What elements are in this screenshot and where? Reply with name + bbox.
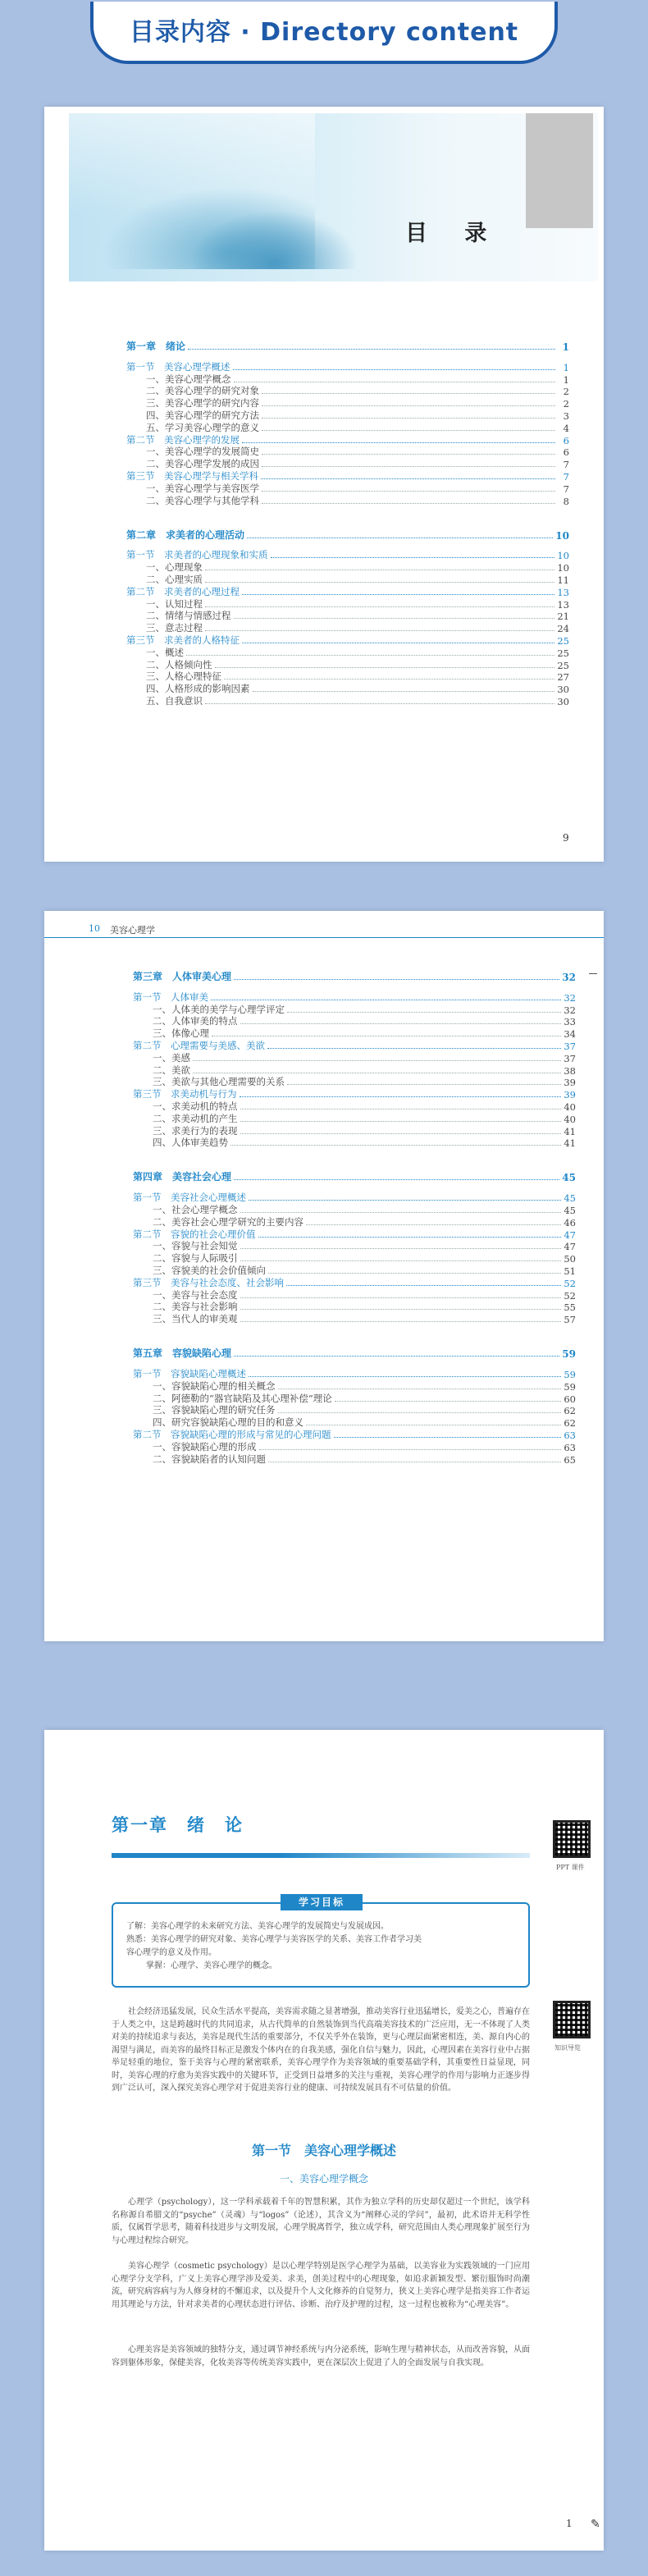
toc-leader-dots — [262, 454, 555, 455]
toc-entry-page: 25 — [557, 634, 569, 647]
toc-entry-page: 52 — [564, 1277, 576, 1289]
toc-entry-label: 三、容貌美的社会价值倾向 — [153, 1264, 266, 1276]
toc-chapter[interactable] — [126, 336, 569, 353]
toc-entry-label: 二、人格倾向性 — [146, 658, 212, 670]
toc-leader-dots — [240, 1309, 562, 1310]
toc-entry-page: 33 — [564, 1016, 576, 1028]
body-paragraph: 心理学（psychology），这一学科承载着千年的智慧积累，其作为独立学科的历史却仅超过一个世纪，该学科名称源自希腊文的“psyche”（灵魂）与“logos”（论述），其含义为“阐释心灵的学问”，最初，此术语并无科学性质，仅属哲学思考，随着科技进步与文明发展，心理学脱离哲学，独立成学科，研究范围由人类心理现象扩展至行为与心理过程综合研究。 — [112, 2198, 530, 2245]
toc-entry-page: 51 — [564, 1265, 576, 1277]
toc-entry-label: 二、容貌与人际吸引 — [153, 1252, 238, 1265]
toc-entry-page: 45 — [564, 1204, 576, 1216]
toc-leader-dots — [306, 1224, 561, 1225]
toc-entry-label: 一、容貌缺陷心理的形成 — [153, 1440, 257, 1453]
toc-item[interactable] — [126, 561, 569, 574]
learning-goals-label: 学习目标 — [281, 1894, 363, 1910]
toc-entry-page: 38 — [564, 1064, 576, 1077]
toc-section[interactable] — [133, 1429, 576, 1441]
chapter-title-bar — [112, 1853, 530, 1858]
body-paragraph: 美容心理学（cosmetic psychology）是以心理学特别是医学心理学为基础，以美容业为实践领域的一门应用心理学分支学科，广义上美容心理学涉及爱美、求美，创美过程中的心理现象，如追求新颖发型、繁衍服饰时尚潮流，研究病容病与为人修身材的不懈追求，以及提升个人文化修养的自觉努力，狭义上美容心理学是指美容工作者运用其理论与方法，针对求美者的心理状态进行评估、诊断、治疗及护理的过程，这一过程也被称为“心理美容”。 — [112, 2262, 530, 2309]
toc-entry-page: 45 — [564, 1192, 576, 1205]
toc-item[interactable] — [133, 1004, 576, 1016]
toc-entry-page: 37 — [564, 1052, 576, 1064]
toc-section[interactable] — [133, 1368, 576, 1380]
toc-entry-page: 13 — [557, 598, 569, 611]
toc-item[interactable] — [133, 1302, 576, 1314]
qr-code-icon[interactable] — [553, 1820, 591, 1858]
toc-heading: 目 录 — [405, 221, 502, 246]
toc-entry-label: 一、美感 — [153, 1051, 190, 1064]
toc-item[interactable] — [126, 458, 569, 470]
toc-entry-page: 7 — [563, 459, 569, 471]
toc-chapter[interactable] — [133, 1343, 576, 1360]
toc-entry-page: 8 — [563, 495, 569, 507]
toc-leader-dots — [240, 1321, 562, 1322]
toc-entry-label: 第二节 容貌缺陷心理的形成与常见的心理问题 — [133, 1428, 331, 1440]
toc-item[interactable] — [133, 1380, 576, 1393]
toc-leader-dots — [234, 1179, 559, 1180]
toc-entry-page: 50 — [564, 1253, 576, 1265]
toc-entry-page: 11 — [557, 574, 569, 586]
toc-entry-label: 一、容貌与社会知觉 — [153, 1240, 238, 1252]
toc-item[interactable] — [126, 446, 569, 459]
toc-item[interactable] — [133, 1077, 576, 1089]
toc-entry-label: 一、美容与社会态度 — [153, 1288, 238, 1301]
toc-entry-label: 第二节 美容心理学的发展 — [126, 433, 240, 446]
intro-paragraph: 社会经济迅猛发展，民众生活水平提高，美容需求随之显著增强，推动美容行业迅猛增长，爱美之心，普遍存在于人类之中，这是跨越时代的共同追求，从古代简单的自然装饰到当代高端美容技术的广泛应用，无一不体现了人类对美的持续追求与表达，美容是现代生活的重要部分，不仅关乎外在装饰，更与心理层面紧密相连，美、源自内心的渴望与满足，而美容的最终目标正是激发个体内在的自我美感，强化自信与魅力，因此，心理因素在美容行业中占据举足轻重的地位，鉴于美容与心理的紧密联系，美容心理学作为美容领域的重要基础学科，其重要性日益显现，同时，美容心理的疗愈为美容实践中的关键环节，正受到日益增多的关注与重视，美容心理学的作用与影响力正逐步得到广泛认可，深入探究美容心理学对于促进美容行业的健康、可持续发展具有不可估量的价值。 — [112, 2007, 530, 2093]
toc-entry-page: 25 — [557, 647, 569, 659]
toc-chapter[interactable] — [133, 967, 576, 983]
toc-entry-label: 二、情绪与情感过程 — [146, 610, 231, 622]
toc-item[interactable] — [126, 574, 569, 586]
toc-page-2 — [44, 911, 604, 1641]
toc-entry-page: 65 — [564, 1453, 576, 1466]
toc-entry-label: 二、美容心理学与其他学科 — [146, 494, 259, 506]
toc-entry-label: 一、认知过程 — [146, 597, 203, 610]
toc-leader-dots — [193, 1060, 561, 1061]
toc-entry-page: 37 — [564, 1040, 576, 1052]
toc-item[interactable] — [126, 611, 569, 623]
banner-title: 目录内容 · Directory content — [129, 18, 519, 47]
toc-entry-label: 三、美欲与其他心理需要的关系 — [153, 1076, 285, 1088]
goal-line: 掌握：心理学、美容心理学的概念。 — [146, 1961, 277, 1970]
toc-leader-dots — [262, 418, 555, 419]
toc-entry-label: 二、美容心理学发展的成因 — [146, 458, 259, 470]
toc-entry-page: 47 — [564, 1241, 576, 1253]
toc-entry-page: 32 — [564, 991, 576, 1004]
toc-entry-page: 32 — [562, 972, 576, 983]
toc-entry-page: 24 — [557, 623, 569, 635]
toc-entry-label: 第四章 美容社会心理 — [133, 1171, 232, 1183]
toc-entry-label: 第三节 美容心理学与相关学科 — [126, 469, 258, 482]
toc-item[interactable] — [133, 1113, 576, 1125]
toc-leader-dots — [188, 349, 555, 350]
toc-entry-page: 59 — [564, 1368, 576, 1380]
qr-caption: 知识导览 — [554, 2044, 581, 2052]
toc-entry-page: 10 — [557, 550, 569, 562]
toc-leader-dots — [240, 1297, 562, 1298]
toc-entry-page: 41 — [564, 1137, 576, 1150]
toc-item[interactable] — [133, 1252, 576, 1265]
toc-entry-page: 3 — [563, 410, 569, 422]
toc-entry-label: 二、美容与社会影响 — [153, 1301, 238, 1313]
toc-leader-dots — [334, 1437, 562, 1438]
toc-entry-page: 59 — [562, 1348, 576, 1361]
toc-leader-dots — [240, 1096, 562, 1097]
section-title: 第一节 美容心理学概述 — [251, 2143, 396, 2158]
toc-entry-page: 46 — [564, 1216, 576, 1229]
toc-leader-dots — [259, 1449, 562, 1450]
toc-item[interactable] — [133, 1137, 576, 1150]
toc-entry-page: 59 — [564, 1380, 576, 1393]
toc-leader-dots — [268, 1273, 561, 1274]
toc-entry-label: 第二节 心理需要与美感、美欲 — [133, 1039, 265, 1051]
toc-list — [126, 336, 569, 707]
toc-entry-label: 四、人格形成的影响因素 — [146, 683, 250, 695]
toc-entry-page: 13 — [557, 586, 569, 598]
toc-entry-page: 25 — [557, 659, 569, 671]
toc-item[interactable] — [126, 671, 569, 684]
toc-leader-dots — [240, 1212, 562, 1213]
toc-entry-label: 第一节 美容心理学概述 — [126, 360, 230, 373]
toc-entry-page: 63 — [564, 1429, 576, 1441]
toc-entry-label: 一、社会心理学概念 — [153, 1203, 238, 1215]
toc-leader-dots — [271, 557, 555, 558]
toc-entry-page: 60 — [564, 1393, 576, 1405]
toc-leader-dots — [253, 691, 555, 692]
toc-entry-page: 10 — [555, 529, 569, 542]
toc-entry-label: 一、美容心理学的发展简史 — [146, 446, 259, 458]
toc-leader-dots — [230, 1145, 561, 1146]
toc-entry-page: 63 — [564, 1441, 576, 1453]
toc-item[interactable] — [126, 659, 569, 671]
toc-entry-page: 21 — [557, 611, 569, 623]
toc-leader-dots — [240, 1248, 562, 1249]
toc-item[interactable] — [126, 695, 569, 707]
toc-leader-dots — [267, 1048, 561, 1049]
toc-leader-dots — [205, 703, 554, 704]
toc-leader-dots — [234, 1356, 559, 1357]
toc-entry-page: 2 — [563, 386, 569, 398]
toc-item[interactable] — [133, 1064, 576, 1077]
toc-entry-label: 五、学习美容心理学的意义 — [146, 421, 259, 433]
toc-section[interactable] — [133, 1277, 576, 1289]
toc-item[interactable] — [133, 1100, 576, 1113]
toc-leader-dots — [186, 655, 554, 656]
toc-entry-page: 7 — [563, 470, 569, 483]
toc-leader-dots — [215, 667, 555, 668]
toc-entry-page: 34 — [564, 1028, 576, 1041]
toc-item[interactable] — [133, 1125, 576, 1137]
toc-section[interactable] — [133, 1229, 576, 1241]
toc-section[interactable] — [126, 434, 569, 446]
toc-entry-label: 五、自我意识 — [146, 694, 203, 707]
toc-leader-dots — [262, 405, 555, 406]
toc-leader-dots — [242, 594, 554, 595]
toc-leader-dots — [258, 1237, 562, 1238]
toc-entry-label: 三、求美行为的表现 — [153, 1124, 238, 1137]
toc-entry-label: 二、心理实质 — [146, 573, 203, 585]
toc-leader-dots — [262, 430, 555, 431]
toc-item[interactable] — [133, 1405, 576, 1417]
toc-entry-label: 三、体像心理 — [153, 1027, 209, 1040]
toc-entry-page: 55 — [564, 1302, 576, 1314]
toc-item[interactable] — [126, 683, 569, 695]
toc-chapter[interactable] — [133, 1167, 576, 1183]
toc-entry-label: 二、人体审美的特点 — [153, 1015, 238, 1027]
toc-section[interactable] — [126, 634, 569, 647]
toc-entry-page: 57 — [564, 1314, 576, 1326]
toc-leader-dots — [249, 1376, 561, 1377]
toc-entry-page: 40 — [564, 1113, 576, 1125]
toc-leader-dots — [249, 1200, 561, 1201]
toc-entry-label: 第二节 求美者的心理过程 — [126, 585, 240, 597]
toc-item[interactable] — [133, 1052, 576, 1064]
toc-entry-label: 四、美容心理学的研究方法 — [146, 409, 259, 421]
toc-section[interactable] — [133, 1040, 576, 1052]
toc-leader-dots — [335, 1401, 562, 1402]
toc-item[interactable] — [133, 1241, 576, 1253]
toc-section[interactable] — [126, 361, 569, 373]
toc-section[interactable] — [133, 1088, 576, 1100]
toc-list — [133, 967, 576, 1466]
toc-entry-page: 6 — [563, 446, 569, 459]
toc-leader-dots — [240, 1023, 562, 1024]
toc-item[interactable] — [133, 1027, 576, 1040]
toc-entry-page: 41 — [564, 1125, 576, 1137]
goal-line: 熟悉：美容心理学的研究对象、美容心理学与美容医学的关系、美容工作者学习美 — [126, 1935, 422, 1944]
toc-item[interactable] — [126, 495, 569, 507]
toc-entry-page: 32 — [564, 1004, 576, 1016]
toc-entry-label: 第一节 求美者的心理现象和实质 — [126, 549, 268, 561]
toc-section[interactable] — [133, 1192, 576, 1204]
toc-entry-label: 四、研究容貌缺陷心理的目的和意义 — [153, 1416, 303, 1429]
toc-item[interactable] — [126, 598, 569, 611]
qr-caption: PPT 课件 — [556, 1864, 585, 1871]
toc-entry-page: 39 — [564, 1089, 576, 1101]
toc-section[interactable] — [126, 550, 569, 562]
toc-entry-label: 一、心理现象 — [146, 561, 203, 574]
toc-item[interactable] — [133, 1313, 576, 1325]
toc-entry-page: 45 — [562, 1172, 576, 1184]
toc-item[interactable] — [133, 1216, 576, 1229]
toc-section[interactable] — [126, 586, 569, 598]
toc-item[interactable] — [126, 483, 569, 495]
toc-item[interactable] — [126, 647, 569, 659]
page-number: 1 — [566, 2518, 573, 2529]
toc-entry-page: 52 — [564, 1289, 576, 1302]
toc-item[interactable] — [133, 1204, 576, 1216]
toc-leader-dots — [262, 491, 555, 492]
mountain-shape — [192, 212, 356, 269]
running-header-title: 美容心理学 — [110, 925, 155, 936]
toc-item[interactable] — [126, 373, 569, 386]
toc-item[interactable] — [133, 1441, 576, 1453]
toc-leader-dots — [205, 630, 554, 631]
toc-leader-dots — [262, 393, 555, 394]
qr-code-icon[interactable] — [553, 2001, 591, 2038]
toc-entry-page: 30 — [557, 684, 569, 696]
header-rule — [44, 937, 604, 938]
toc-section[interactable] — [126, 470, 569, 483]
toc-entry-label: 第三节 求美动机与行为 — [133, 1088, 237, 1100]
pen-icon: ✎ — [591, 2518, 600, 2531]
toc-entry-label: 第三节 美容与社会态度、社会影响 — [133, 1276, 284, 1288]
toc-item[interactable] — [126, 386, 569, 398]
toc-entry-label: 第一节 美容社会心理概述 — [133, 1192, 246, 1204]
toc-entry-page: 27 — [557, 671, 569, 684]
toc-entry-page: 30 — [557, 695, 569, 707]
toc-entry-label: 二、求美动机的产生 — [153, 1112, 238, 1124]
decorative-block — [526, 113, 593, 228]
toc-entry-page: 6 — [563, 434, 569, 446]
toc-item[interactable] — [126, 397, 569, 410]
toc-item[interactable] — [126, 410, 569, 422]
toc-leader-dots — [234, 618, 555, 619]
toc-leader-dots — [240, 1109, 562, 1110]
toc-entry-label: 一、概述 — [146, 646, 184, 658]
toc-item[interactable] — [126, 422, 569, 434]
toc-page-1 — [44, 107, 604, 862]
toc-entry-label: 第一节 人体审美 — [133, 991, 208, 1003]
toc-leader-dots — [286, 1285, 561, 1286]
toc-entry-label: 第一节 容貌缺陷心理概述 — [133, 1367, 246, 1380]
toc-item[interactable] — [133, 1016, 576, 1028]
toc-entry-label: 一、美容心理学概念 — [146, 373, 231, 385]
toc-entry-page: 62 — [564, 1405, 576, 1417]
toc-entry-label: 第五章 容貌缺陷心理 — [133, 1347, 232, 1360]
goal-line: 了解：美容心理学的未来研究方法、美容心理学的发展简史与发展成因。 — [126, 1922, 389, 1931]
toc-section[interactable] — [133, 991, 576, 1004]
toc-leader-dots — [240, 1133, 562, 1134]
toc-item[interactable] — [133, 1416, 576, 1429]
toc-entry-label: 第二节 容貌的社会心理价值 — [133, 1228, 256, 1240]
chapter-page — [44, 1730, 604, 2551]
toc-chapter[interactable] — [126, 525, 569, 542]
learning-goals-text — [126, 1920, 520, 1973]
toc-entry-label: 三、容貌缺陷心理的研究任务 — [153, 1404, 276, 1416]
landscape-illustration — [69, 113, 598, 281]
toc-entry-label: 三、人格心理特征 — [146, 670, 221, 683]
toc-item[interactable] — [133, 1289, 576, 1302]
running-header-page-number: 10 — [89, 923, 100, 934]
header-banner — [0, 0, 648, 71]
toc-entry-label: 一、人体美的美学与心理学评定 — [153, 1003, 285, 1015]
chapter-title: 第一章 绪 论 — [112, 1814, 244, 1835]
toc-leader-dots — [287, 1084, 561, 1085]
toc-entry-label: 二、容貌缺陷者的认知问题 — [153, 1453, 266, 1465]
toc-leader-dots — [287, 1012, 561, 1013]
toc-entry-page: 4 — [563, 422, 569, 434]
toc-entry-page: 1 — [563, 373, 569, 386]
toc-entry-label: 第一章 绪论 — [126, 341, 186, 352]
toc-entry-page: 7 — [563, 483, 569, 495]
toc-leader-dots — [240, 1121, 562, 1122]
toc-entry-page: 39 — [564, 1077, 576, 1089]
toc-entry-label: 一、求美动机的特点 — [153, 1100, 238, 1112]
toc-entry-label: 第二章 求美者的心理活动 — [126, 528, 245, 541]
toc-entry-page: 40 — [564, 1100, 576, 1113]
toc-entry-page: 1 — [562, 341, 569, 353]
toc-entry-label: 一、美容心理学与美容医学 — [146, 482, 259, 494]
goal-line: 容心理学的意义及作用。 — [126, 1948, 217, 1957]
toc-entry-label: 第三章 人体审美心理 — [133, 971, 232, 982]
toc-entry-page: 62 — [564, 1417, 576, 1430]
toc-leader-dots — [205, 582, 554, 583]
toc-item[interactable] — [126, 622, 569, 634]
margin-mark — [589, 973, 597, 974]
toc-entry-label: 二、阿德勒的“器官缺陷及其心理补偿”理论 — [153, 1392, 332, 1404]
page-number: 9 — [563, 832, 569, 844]
toc-entry-label: 二、美容社会心理学研究的主要内容 — [153, 1215, 303, 1228]
toc-item[interactable] — [133, 1393, 576, 1405]
toc-leader-dots — [262, 466, 555, 467]
toc-leader-dots — [262, 503, 555, 504]
toc-entry-page: 2 — [563, 398, 569, 410]
toc-entry-label: 一、容貌缺陷心理的相关概念 — [153, 1380, 276, 1392]
toc-leader-dots — [242, 442, 555, 443]
toc-entry-label: 四、人体审美趋势 — [153, 1137, 228, 1149]
toc-entry-label: 二、美欲 — [153, 1064, 190, 1076]
toc-entry-label: 三、美容心理学的研究内容 — [146, 397, 259, 410]
toc-entry-page: 10 — [557, 562, 569, 574]
toc-leader-dots — [234, 979, 559, 980]
toc-entry-label: 第三节 求美者的人格特征 — [126, 634, 240, 646]
toc-item[interactable] — [133, 1453, 576, 1466]
toc-entry-label: 三、当代人的审美观 — [153, 1313, 238, 1325]
subsection-title: 一、美容心理学概念 — [279, 2173, 368, 2185]
body-paragraph: 心理美容是美容领域的独特分支，通过调节神经系统与内分泌系统，影响生理与精神状态，从而改善容貌，从面容到躯体形象，保健美容，化妆美容等传统美容实践中，更在深层次上促进了人的全面发展与自我实现。 — [112, 2345, 530, 2368]
toc-leader-dots — [261, 478, 555, 479]
toc-entry-label: 三、意志过程 — [146, 622, 203, 634]
toc-entry-page: 1 — [563, 361, 569, 373]
toc-leader-dots — [278, 1412, 562, 1413]
toc-entry-page: 47 — [564, 1229, 576, 1241]
toc-leader-dots — [205, 606, 554, 607]
toc-item[interactable] — [133, 1265, 576, 1277]
toc-leader-dots — [233, 369, 556, 370]
toc-entry-label: 二、美容心理学的研究对象 — [146, 385, 259, 397]
